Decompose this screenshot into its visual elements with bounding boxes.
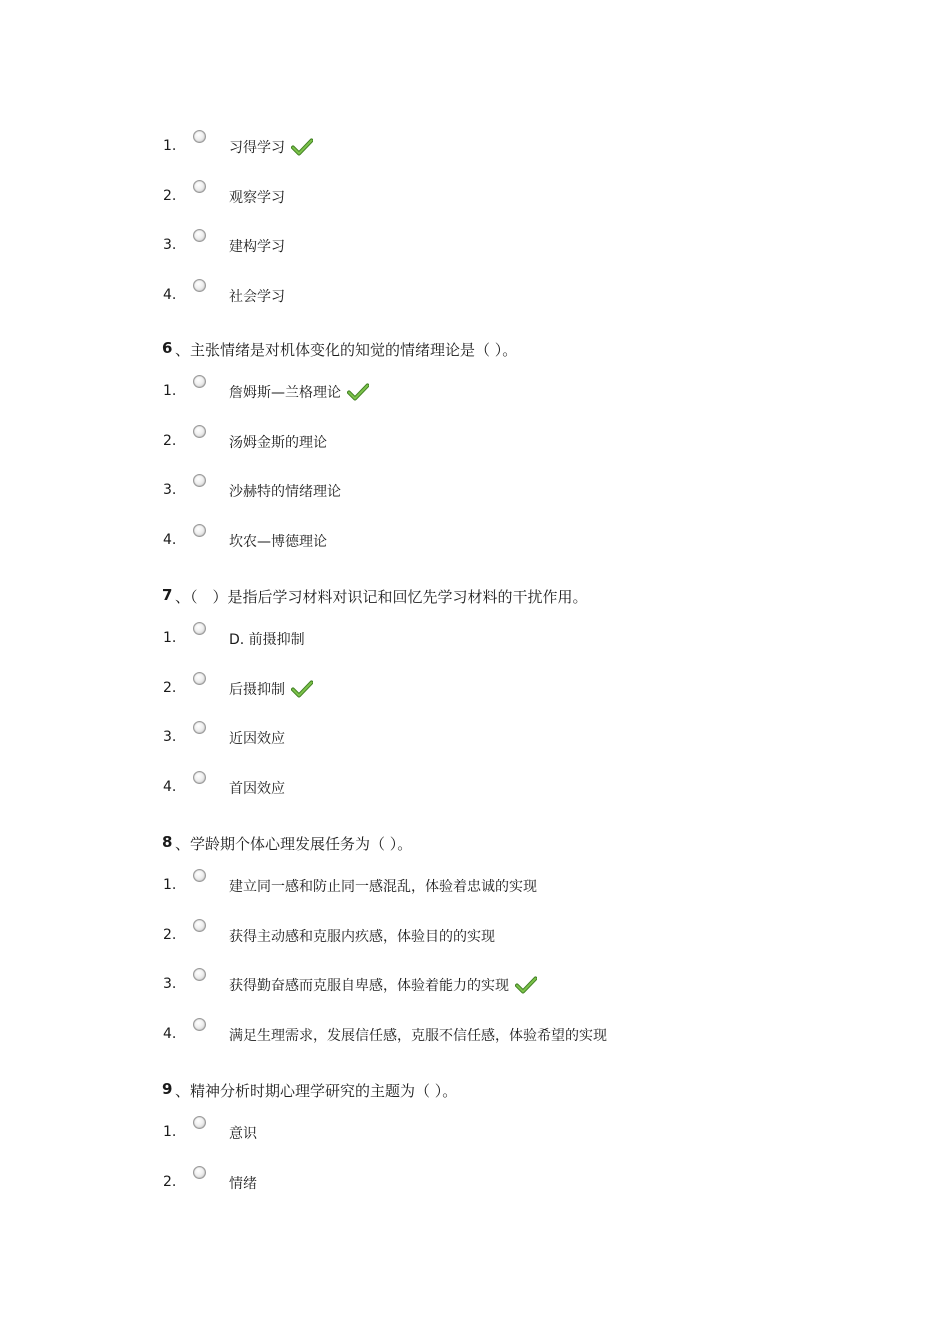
question-text: 、精神分析时期心理学研究的主题为（ ）。 (175, 1082, 458, 1100)
option-row[interactable] (0, 865, 950, 915)
question-header (0, 1072, 950, 1112)
option-label: 首因效应 (229, 780, 285, 797)
option-row[interactable] (0, 915, 950, 965)
option-number: 3. (163, 729, 177, 746)
option-row[interactable] (0, 225, 950, 275)
option-row[interactable] (0, 1014, 950, 1064)
question-header (0, 578, 950, 618)
radio-button-icon[interactable] (193, 968, 206, 981)
question-text: 、学龄期个体心理发展任务为（ ）。 (175, 835, 413, 853)
option-label: 沙赫特的情绪理论 (229, 484, 341, 501)
option-row[interactable] (0, 176, 950, 226)
radio-button-icon[interactable] (193, 869, 206, 882)
option-number: 2. (163, 432, 177, 449)
question-header (0, 825, 950, 865)
radio-button-icon[interactable] (193, 279, 206, 292)
option-row[interactable] (0, 421, 950, 471)
radio-button-icon[interactable] (193, 524, 206, 537)
radio-button-icon[interactable] (193, 622, 206, 635)
option-number: 3. (163, 482, 177, 499)
option-label: D. 前摄抑制 (229, 632, 305, 648)
option-row[interactable] (0, 520, 950, 570)
question-number: 7 (162, 586, 173, 604)
question-number: 6 (162, 339, 173, 357)
option-label: 后摄抑制 (229, 679, 313, 699)
radio-button-icon[interactable] (193, 229, 206, 242)
radio-button-icon[interactable] (193, 1116, 206, 1129)
checkmark-icon (291, 680, 313, 698)
question-number: 8 (162, 833, 173, 851)
option-row[interactable] (0, 618, 950, 668)
question-9 (0, 1072, 950, 1211)
radio-button-icon[interactable] (193, 180, 206, 193)
question-header (0, 331, 950, 371)
option-label: 情绪 (229, 1175, 257, 1192)
option-label: 汤姆金斯的理论 (229, 434, 327, 451)
question-number: 9 (162, 1080, 173, 1098)
radio-button-icon[interactable] (193, 425, 206, 438)
question-7 (0, 578, 950, 816)
option-number: 2. (163, 187, 177, 204)
checkmark-icon (347, 383, 369, 401)
option-label: 满足生理需求，发展信任感，克服不信任感，体验希望的实现 (229, 1027, 607, 1044)
question-5 (0, 126, 950, 324)
option-label: 詹姆斯—兰格理论 (229, 382, 369, 402)
option-number: 1. (163, 138, 177, 154)
option-label: 观察学习 (229, 189, 285, 206)
option-number: 1. (163, 630, 177, 646)
option-number: 2. (163, 926, 177, 943)
option-label: 获得主动感和克服内疚感，体验目的的实现 (229, 928, 495, 945)
option-number: 1. (163, 877, 177, 893)
option-row[interactable] (0, 964, 950, 1014)
option-label: 建构学习 (229, 239, 285, 256)
checkmark-icon (291, 138, 313, 156)
radio-button-icon[interactable] (193, 771, 206, 784)
option-label: 社会学习 (229, 288, 285, 305)
radio-button-icon[interactable] (193, 130, 206, 143)
option-number: 2. (163, 1173, 177, 1190)
checkmark-icon (515, 976, 537, 994)
option-label: 近因效应 (229, 731, 285, 748)
option-number: 4. (163, 531, 177, 548)
radio-button-icon[interactable] (193, 721, 206, 734)
radio-button-icon[interactable] (193, 375, 206, 388)
option-row[interactable] (0, 126, 950, 176)
question-8 (0, 825, 950, 1063)
option-row[interactable] (0, 275, 950, 325)
radio-button-icon[interactable] (193, 672, 206, 685)
option-number: 2. (163, 679, 177, 696)
option-label: 意识 (229, 1126, 257, 1142)
option-label: 建立同一感和防止同一感混乱，体验着忠诚的实现 (229, 879, 537, 895)
option-row[interactable] (0, 371, 950, 421)
option-label: 坎农—博德理论 (229, 533, 327, 550)
option-row[interactable] (0, 470, 950, 520)
option-label: 获得勤奋感而克服自卑感，体验着能力的实现 (229, 975, 537, 995)
question-6 (0, 331, 950, 569)
option-number: 3. (163, 237, 177, 254)
option-number: 4. (163, 286, 177, 303)
option-label: 习得学习 (229, 137, 313, 157)
option-row[interactable] (0, 1112, 950, 1162)
radio-button-icon[interactable] (193, 1018, 206, 1031)
option-row[interactable] (0, 668, 950, 718)
option-number: 1. (163, 1124, 177, 1140)
option-number: 1. (163, 383, 177, 399)
option-number: 3. (163, 976, 177, 993)
option-row[interactable] (0, 717, 950, 767)
option-number: 4. (163, 1025, 177, 1042)
radio-button-icon[interactable] (193, 919, 206, 932)
radio-button-icon[interactable] (193, 1166, 206, 1179)
question-text: 、主张情绪是对机体变化的知觉的情绪理论是（ ）。 (175, 341, 518, 359)
option-row[interactable] (0, 1162, 950, 1212)
question-text: 、（ ）是指后学习材料对识记和回忆先学习材料的干扰作用。 (175, 588, 588, 606)
radio-button-icon[interactable] (193, 474, 206, 487)
option-number: 4. (163, 778, 177, 795)
option-row[interactable] (0, 767, 950, 817)
